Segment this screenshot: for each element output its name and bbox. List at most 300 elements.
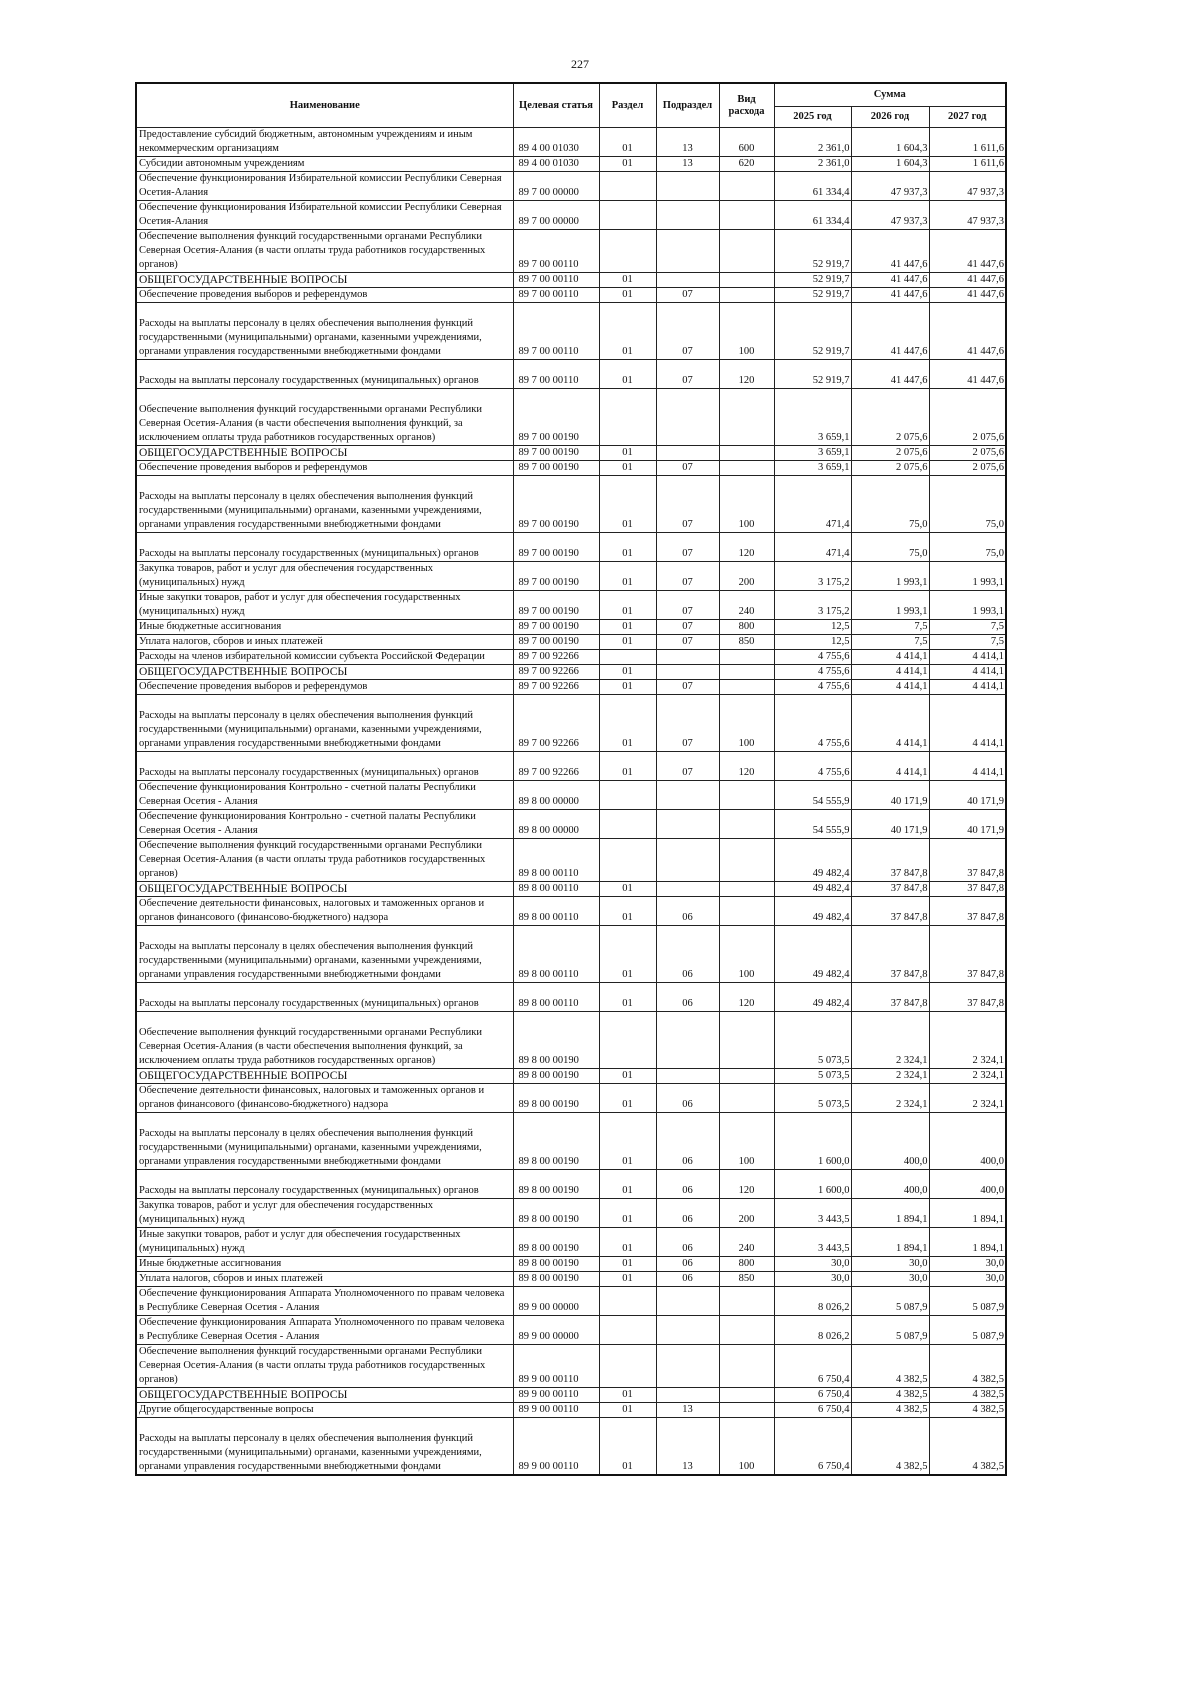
row-target-article: 89 8 00 00190 bbox=[513, 1084, 599, 1113]
row-target-article: 89 4 00 01030 bbox=[513, 157, 599, 172]
row-section: 01 bbox=[599, 461, 656, 476]
table-row bbox=[136, 1287, 1006, 1316]
row-name: Обеспечение функционирования Избирательной комиссии Республики Северная Осетия-Алания bbox=[136, 201, 513, 230]
row-subsection: 06 bbox=[656, 1257, 719, 1272]
row-target-article: 89 7 00 00110 bbox=[513, 273, 599, 288]
row-section: 01 bbox=[599, 562, 656, 591]
row-amount-2026: 2 075,6 bbox=[851, 461, 929, 476]
row-expense-type bbox=[719, 1069, 774, 1084]
header-name: Наименование bbox=[136, 83, 513, 128]
row-name: Другие общегосударственные вопросы bbox=[136, 1403, 513, 1418]
row-expense-type bbox=[719, 897, 774, 926]
row-amount-2026: 5 087,9 bbox=[851, 1287, 929, 1316]
row-expense-type bbox=[719, 288, 774, 303]
row-name: ОБЩЕГОСУДАРСТВЕННЫЕ ВОПРОСЫ bbox=[136, 665, 513, 680]
row-amount-2026: 7,5 bbox=[851, 635, 929, 650]
row-expense-type bbox=[719, 1084, 774, 1113]
table-row bbox=[136, 926, 1006, 983]
row-section: 01 bbox=[599, 446, 656, 461]
row-expense-type bbox=[719, 1012, 774, 1069]
row-amount-2025: 6 750,4 bbox=[774, 1345, 851, 1388]
row-expense-type: 200 bbox=[719, 562, 774, 591]
row-section: 01 bbox=[599, 591, 656, 620]
row-amount-2027: 1 993,1 bbox=[929, 591, 1006, 620]
row-subsection: 07 bbox=[656, 680, 719, 695]
row-expense-type: 100 bbox=[719, 1113, 774, 1170]
row-target-article: 89 7 00 00190 bbox=[513, 562, 599, 591]
table-body bbox=[136, 128, 1006, 1476]
row-expense-type bbox=[719, 1403, 774, 1418]
table-row bbox=[136, 157, 1006, 172]
table-row bbox=[136, 128, 1006, 157]
row-subsection: 07 bbox=[656, 533, 719, 562]
row-section: 01 bbox=[599, 1418, 656, 1476]
row-target-article: 89 7 00 92266 bbox=[513, 695, 599, 752]
row-target-article: 89 7 00 92266 bbox=[513, 680, 599, 695]
table-row bbox=[136, 1084, 1006, 1113]
table-row bbox=[136, 360, 1006, 389]
row-amount-2025: 3 175,2 bbox=[774, 562, 851, 591]
table-row bbox=[136, 273, 1006, 288]
row-section: 01 bbox=[599, 635, 656, 650]
row-name: Уплата налогов, сборов и иных платежей bbox=[136, 1272, 513, 1287]
row-name: Расходы на выплаты персоналу в целях обеспечения выполнения функций государственными (муниципальными) органами, казенными учреждениями, органами управления государственными внебюджетными фондами bbox=[136, 303, 513, 360]
row-amount-2027: 400,0 bbox=[929, 1170, 1006, 1199]
row-amount-2026: 1 993,1 bbox=[851, 562, 929, 591]
row-name: Расходы на выплаты персоналу в целях обеспечения выполнения функций государственными (муниципальными) органами, казенными учреждениями, органами управления государственными внебюджетными фондами bbox=[136, 1418, 513, 1476]
row-amount-2026: 2 324,1 bbox=[851, 1084, 929, 1113]
row-subsection: 06 bbox=[656, 1113, 719, 1170]
table-row bbox=[136, 1228, 1006, 1257]
row-subsection: 06 bbox=[656, 1084, 719, 1113]
row-expense-type: 200 bbox=[719, 1199, 774, 1228]
row-expense-type bbox=[719, 810, 774, 839]
row-target-article: 89 9 00 00000 bbox=[513, 1316, 599, 1345]
row-section: 01 bbox=[599, 620, 656, 635]
row-section bbox=[599, 201, 656, 230]
row-expense-type: 100 bbox=[719, 303, 774, 360]
row-amount-2025: 3 659,1 bbox=[774, 461, 851, 476]
row-amount-2027: 400,0 bbox=[929, 1113, 1006, 1170]
row-subsection: 07 bbox=[656, 288, 719, 303]
row-amount-2026: 1 894,1 bbox=[851, 1199, 929, 1228]
row-section: 01 bbox=[599, 1113, 656, 1170]
row-amount-2026: 41 447,6 bbox=[851, 273, 929, 288]
table-row bbox=[136, 446, 1006, 461]
row-target-article: 89 8 00 00190 bbox=[513, 1069, 599, 1084]
table-row bbox=[136, 635, 1006, 650]
row-section bbox=[599, 650, 656, 665]
row-amount-2027: 1 993,1 bbox=[929, 562, 1006, 591]
row-amount-2025: 6 750,4 bbox=[774, 1418, 851, 1476]
row-amount-2026: 2 075,6 bbox=[851, 446, 929, 461]
row-target-article: 89 7 00 00000 bbox=[513, 172, 599, 201]
table-row bbox=[136, 1257, 1006, 1272]
row-subsection bbox=[656, 882, 719, 897]
row-amount-2026: 2 324,1 bbox=[851, 1069, 929, 1084]
row-amount-2025: 4 755,6 bbox=[774, 680, 851, 695]
row-section bbox=[599, 172, 656, 201]
row-target-article: 89 8 00 00000 bbox=[513, 810, 599, 839]
row-name: Субсидии автономным учреждениям bbox=[136, 157, 513, 172]
table-row bbox=[136, 562, 1006, 591]
table-row bbox=[136, 1170, 1006, 1199]
row-subsection: 07 bbox=[656, 476, 719, 533]
row-target-article: 89 7 00 00000 bbox=[513, 201, 599, 230]
row-amount-2026: 30,0 bbox=[851, 1272, 929, 1287]
row-target-article: 89 9 00 00110 bbox=[513, 1388, 599, 1403]
row-amount-2027: 2 075,6 bbox=[929, 461, 1006, 476]
row-subsection bbox=[656, 781, 719, 810]
row-expense-type bbox=[719, 1388, 774, 1403]
table-row bbox=[136, 476, 1006, 533]
row-name: Обеспечение выполнения функций государственными органами Республики Северная Осетия-Алания (в части оплаты труда работников государственных органов) bbox=[136, 839, 513, 882]
row-name: Расходы на выплаты персоналу государственных (муниципальных) органов bbox=[136, 983, 513, 1012]
row-target-article: 89 4 00 01030 bbox=[513, 128, 599, 157]
header-year-2027: 2027 год bbox=[929, 107, 1006, 128]
row-amount-2025: 54 555,9 bbox=[774, 810, 851, 839]
row-section: 01 bbox=[599, 1084, 656, 1113]
row-subsection: 07 bbox=[656, 591, 719, 620]
row-amount-2027: 4 382,5 bbox=[929, 1403, 1006, 1418]
table-row bbox=[136, 1069, 1006, 1084]
table-row bbox=[136, 897, 1006, 926]
row-amount-2025: 52 919,7 bbox=[774, 288, 851, 303]
row-amount-2026: 4 414,1 bbox=[851, 752, 929, 781]
row-subsection: 06 bbox=[656, 897, 719, 926]
row-section: 01 bbox=[599, 1272, 656, 1287]
row-name: Расходы на членов избирательной комиссии субъекта Российской Федерации bbox=[136, 650, 513, 665]
row-amount-2025: 1 600,0 bbox=[774, 1113, 851, 1170]
row-expense-type bbox=[719, 1287, 774, 1316]
row-amount-2027: 7,5 bbox=[929, 620, 1006, 635]
row-name: ОБЩЕГОСУДАРСТВЕННЫЕ ВОПРОСЫ bbox=[136, 882, 513, 897]
table-row bbox=[136, 650, 1006, 665]
row-amount-2027: 37 847,8 bbox=[929, 897, 1006, 926]
row-amount-2025: 52 919,7 bbox=[774, 273, 851, 288]
row-expense-type: 850 bbox=[719, 1272, 774, 1287]
row-expense-type bbox=[719, 1345, 774, 1388]
table-row bbox=[136, 752, 1006, 781]
row-expense-type bbox=[719, 650, 774, 665]
row-name: Обеспечение проведения выборов и референдумов bbox=[136, 288, 513, 303]
header-row bbox=[136, 83, 1006, 107]
table-row bbox=[136, 230, 1006, 273]
row-amount-2025: 3 443,5 bbox=[774, 1228, 851, 1257]
row-subsection bbox=[656, 230, 719, 273]
row-amount-2026: 4 414,1 bbox=[851, 695, 929, 752]
row-amount-2025: 12,5 bbox=[774, 635, 851, 650]
row-amount-2025: 4 755,6 bbox=[774, 665, 851, 680]
row-name: Обеспечение выполнения функций государственными органами Республики Северная Осетия-Алания (в части оплаты труда работников государственных органов) bbox=[136, 230, 513, 273]
row-name: Обеспечение функционирования Избирательной комиссии Республики Северная Осетия-Алания bbox=[136, 172, 513, 201]
row-amount-2027: 1 611,6 bbox=[929, 128, 1006, 157]
row-amount-2026: 7,5 bbox=[851, 620, 929, 635]
row-amount-2025: 61 334,4 bbox=[774, 172, 851, 201]
row-amount-2027: 4 414,1 bbox=[929, 695, 1006, 752]
row-amount-2027: 1 894,1 bbox=[929, 1228, 1006, 1257]
row-name: Обеспечение выполнения функций государственными органами Республики Северная Осетия-Алания (в части обеспечения выполнения функций, за исключением оплаты труда работников государственных органов) bbox=[136, 1012, 513, 1069]
row-subsection bbox=[656, 1388, 719, 1403]
row-target-article: 89 7 00 00190 bbox=[513, 446, 599, 461]
row-section: 01 bbox=[599, 1257, 656, 1272]
row-expense-type: 120 bbox=[719, 752, 774, 781]
row-amount-2026: 75,0 bbox=[851, 476, 929, 533]
row-amount-2026: 37 847,8 bbox=[851, 897, 929, 926]
row-name: ОБЩЕГОСУДАРСТВЕННЫЕ ВОПРОСЫ bbox=[136, 1069, 513, 1084]
table-header bbox=[136, 83, 1006, 128]
row-target-article: 89 8 00 00110 bbox=[513, 882, 599, 897]
table-row bbox=[136, 1418, 1006, 1476]
row-amount-2027: 2 075,6 bbox=[929, 446, 1006, 461]
row-name: Закупка товаров, работ и услуг для обеспечения государственных (муниципальных) нужд bbox=[136, 562, 513, 591]
row-subsection bbox=[656, 1345, 719, 1388]
row-section: 01 bbox=[599, 288, 656, 303]
row-target-article: 89 8 00 00110 bbox=[513, 839, 599, 882]
row-amount-2025: 3 659,1 bbox=[774, 446, 851, 461]
row-subsection: 06 bbox=[656, 1170, 719, 1199]
row-target-article: 89 7 00 00190 bbox=[513, 635, 599, 650]
row-amount-2027: 40 171,9 bbox=[929, 810, 1006, 839]
row-subsection bbox=[656, 1316, 719, 1345]
table-row bbox=[136, 1012, 1006, 1069]
header-year-2025: 2025 год bbox=[774, 107, 851, 128]
row-name: Иные бюджетные ассигнования bbox=[136, 1257, 513, 1272]
row-target-article: 89 7 00 00110 bbox=[513, 288, 599, 303]
row-amount-2026: 400,0 bbox=[851, 1170, 929, 1199]
row-amount-2026: 4 382,5 bbox=[851, 1345, 929, 1388]
header-subsection: Подраздел bbox=[656, 83, 719, 128]
row-section: 01 bbox=[599, 897, 656, 926]
row-expense-type bbox=[719, 461, 774, 476]
row-amount-2027: 5 087,9 bbox=[929, 1287, 1006, 1316]
row-amount-2025: 8 026,2 bbox=[774, 1287, 851, 1316]
table-row bbox=[136, 1403, 1006, 1418]
row-subsection bbox=[656, 650, 719, 665]
row-amount-2027: 41 447,6 bbox=[929, 303, 1006, 360]
row-section: 01 bbox=[599, 1228, 656, 1257]
row-amount-2025: 49 482,4 bbox=[774, 882, 851, 897]
row-amount-2027: 75,0 bbox=[929, 476, 1006, 533]
row-section: 01 bbox=[599, 360, 656, 389]
row-name: Уплата налогов, сборов и иных платежей bbox=[136, 635, 513, 650]
row-amount-2026: 37 847,8 bbox=[851, 839, 929, 882]
row-amount-2026: 1 604,3 bbox=[851, 128, 929, 157]
header-expense-type: Вид расхода bbox=[719, 83, 774, 128]
row-subsection: 06 bbox=[656, 1272, 719, 1287]
row-amount-2025: 6 750,4 bbox=[774, 1403, 851, 1418]
row-section: 01 bbox=[599, 128, 656, 157]
row-target-article: 89 8 00 00190 bbox=[513, 1170, 599, 1199]
header-section: Раздел bbox=[599, 83, 656, 128]
row-amount-2026: 4 382,5 bbox=[851, 1388, 929, 1403]
row-target-article: 89 8 00 00110 bbox=[513, 926, 599, 983]
row-amount-2025: 4 755,6 bbox=[774, 695, 851, 752]
row-target-article: 89 8 00 00190 bbox=[513, 1228, 599, 1257]
row-target-article: 89 7 00 00190 bbox=[513, 591, 599, 620]
row-target-article: 89 7 00 92266 bbox=[513, 665, 599, 680]
row-amount-2027: 1 611,6 bbox=[929, 157, 1006, 172]
row-section: 01 bbox=[599, 1388, 656, 1403]
row-name: Расходы на выплаты персоналу государственных (муниципальных) органов bbox=[136, 752, 513, 781]
row-subsection: 13 bbox=[656, 1418, 719, 1476]
table-row bbox=[136, 983, 1006, 1012]
row-expense-type: 240 bbox=[719, 591, 774, 620]
row-name: Обеспечение деятельности финансовых, налоговых и таможенных органов и органов финансового (финансово-бюджетного) надзора bbox=[136, 1084, 513, 1113]
row-name: Расходы на выплаты персоналу в целях обеспечения выполнения функций государственными (муниципальными) органами, казенными учреждениями, органами управления государственными внебюджетными фондами bbox=[136, 695, 513, 752]
row-amount-2027: 4 414,1 bbox=[929, 752, 1006, 781]
row-name: ОБЩЕГОСУДАРСТВЕННЫЕ ВОПРОСЫ bbox=[136, 1388, 513, 1403]
row-target-article: 89 8 00 00190 bbox=[513, 1257, 599, 1272]
row-amount-2027: 47 937,3 bbox=[929, 201, 1006, 230]
table-row bbox=[136, 1113, 1006, 1170]
row-expense-type bbox=[719, 446, 774, 461]
table-row bbox=[136, 665, 1006, 680]
table-row bbox=[136, 882, 1006, 897]
row-subsection: 06 bbox=[656, 926, 719, 983]
row-target-article: 89 8 00 00190 bbox=[513, 1012, 599, 1069]
row-expense-type bbox=[719, 781, 774, 810]
row-amount-2026: 75,0 bbox=[851, 533, 929, 562]
row-section: 01 bbox=[599, 273, 656, 288]
row-amount-2027: 41 447,6 bbox=[929, 230, 1006, 273]
row-target-article: 89 7 00 00190 bbox=[513, 533, 599, 562]
row-amount-2027: 30,0 bbox=[929, 1257, 1006, 1272]
row-subsection bbox=[656, 273, 719, 288]
row-target-article: 89 9 00 00110 bbox=[513, 1345, 599, 1388]
row-amount-2025: 52 919,7 bbox=[774, 303, 851, 360]
row-expense-type bbox=[719, 680, 774, 695]
row-amount-2026: 4 414,1 bbox=[851, 680, 929, 695]
row-section: 01 bbox=[599, 157, 656, 172]
row-amount-2025: 30,0 bbox=[774, 1257, 851, 1272]
row-target-article: 89 7 00 00110 bbox=[513, 303, 599, 360]
table-row bbox=[136, 1388, 1006, 1403]
row-name: Расходы на выплаты персоналу государственных (муниципальных) органов bbox=[136, 1170, 513, 1199]
row-expense-type: 620 bbox=[719, 157, 774, 172]
budget-table bbox=[135, 82, 1007, 1476]
row-target-article: 89 7 00 00110 bbox=[513, 360, 599, 389]
row-amount-2027: 2 324,1 bbox=[929, 1084, 1006, 1113]
row-amount-2026: 37 847,8 bbox=[851, 983, 929, 1012]
row-subsection bbox=[656, 446, 719, 461]
row-amount-2027: 4 414,1 bbox=[929, 665, 1006, 680]
row-target-article: 89 7 00 00110 bbox=[513, 230, 599, 273]
row-amount-2026: 47 937,3 bbox=[851, 201, 929, 230]
table-row bbox=[136, 620, 1006, 635]
row-name: Закупка товаров, работ и услуг для обеспечения государственных (муниципальных) нужд bbox=[136, 1199, 513, 1228]
row-name: Обеспечение функционирования Аппарата Уполномоченного по правам человека в Республике Северная Осетия - Алания bbox=[136, 1287, 513, 1316]
row-expense-type: 240 bbox=[719, 1228, 774, 1257]
row-name: Иные закупки товаров, работ и услуг для обеспечения государственных (муниципальных) нужд bbox=[136, 1228, 513, 1257]
row-subsection: 07 bbox=[656, 360, 719, 389]
row-amount-2026: 2 324,1 bbox=[851, 1012, 929, 1069]
row-amount-2025: 49 482,4 bbox=[774, 839, 851, 882]
row-amount-2027: 37 847,8 bbox=[929, 926, 1006, 983]
row-target-article: 89 8 00 00190 bbox=[513, 1199, 599, 1228]
row-amount-2027: 4 382,5 bbox=[929, 1418, 1006, 1476]
row-amount-2027: 37 847,8 bbox=[929, 983, 1006, 1012]
row-expense-type bbox=[719, 273, 774, 288]
row-amount-2027: 2 075,6 bbox=[929, 389, 1006, 446]
row-expense-type bbox=[719, 389, 774, 446]
row-target-article: 89 7 00 00190 bbox=[513, 389, 599, 446]
row-amount-2026: 40 171,9 bbox=[851, 810, 929, 839]
row-section: 01 bbox=[599, 476, 656, 533]
row-section bbox=[599, 230, 656, 273]
row-name: Предоставление субсидий бюджетным, автономным учреждениям и иным некоммерческим организациям bbox=[136, 128, 513, 157]
row-amount-2027: 40 171,9 bbox=[929, 781, 1006, 810]
row-amount-2027: 41 447,6 bbox=[929, 360, 1006, 389]
row-amount-2025: 3 659,1 bbox=[774, 389, 851, 446]
row-subsection: 07 bbox=[656, 303, 719, 360]
table-row bbox=[136, 1272, 1006, 1287]
row-subsection bbox=[656, 1012, 719, 1069]
row-expense-type bbox=[719, 882, 774, 897]
header-target-article: Целевая статья bbox=[513, 83, 599, 128]
row-name: Обеспечение выполнения функций государственными органами Республики Северная Осетия-Алания (в части обеспечения выполнения функций, за исключением оплаты труда работников государственных органов) bbox=[136, 389, 513, 446]
row-amount-2026: 1 894,1 bbox=[851, 1228, 929, 1257]
row-expense-type: 120 bbox=[719, 360, 774, 389]
row-section: 01 bbox=[599, 680, 656, 695]
row-target-article: 89 7 00 92266 bbox=[513, 752, 599, 781]
row-amount-2027: 41 447,6 bbox=[929, 273, 1006, 288]
table-row bbox=[136, 303, 1006, 360]
table-row bbox=[136, 389, 1006, 446]
row-section: 01 bbox=[599, 752, 656, 781]
row-subsection bbox=[656, 201, 719, 230]
row-amount-2025: 3 443,5 bbox=[774, 1199, 851, 1228]
row-amount-2026: 5 087,9 bbox=[851, 1316, 929, 1345]
row-section: 01 bbox=[599, 533, 656, 562]
row-amount-2026: 4 414,1 bbox=[851, 650, 929, 665]
row-amount-2025: 3 175,2 bbox=[774, 591, 851, 620]
row-amount-2025: 5 073,5 bbox=[774, 1084, 851, 1113]
row-subsection bbox=[656, 1287, 719, 1316]
row-amount-2026: 41 447,6 bbox=[851, 230, 929, 273]
row-name: Расходы на выплаты персоналу в целях обеспечения выполнения функций государственными (муниципальными) органами, казенными учреждениями, органами управления государственными внебюджетными фондами bbox=[136, 476, 513, 533]
row-section: 01 bbox=[599, 695, 656, 752]
row-amount-2025: 30,0 bbox=[774, 1272, 851, 1287]
row-amount-2025: 2 361,0 bbox=[774, 157, 851, 172]
row-subsection: 07 bbox=[656, 635, 719, 650]
row-section: 01 bbox=[599, 1199, 656, 1228]
row-name: ОБЩЕГОСУДАРСТВЕННЫЕ ВОПРОСЫ bbox=[136, 273, 513, 288]
row-amount-2026: 41 447,6 bbox=[851, 360, 929, 389]
table-row bbox=[136, 1316, 1006, 1345]
row-subsection: 07 bbox=[656, 695, 719, 752]
row-amount-2025: 49 482,4 bbox=[774, 983, 851, 1012]
row-subsection bbox=[656, 389, 719, 446]
table-row bbox=[136, 680, 1006, 695]
row-amount-2025: 5 073,5 bbox=[774, 1069, 851, 1084]
row-section: 01 bbox=[599, 882, 656, 897]
row-target-article: 89 9 00 00000 bbox=[513, 1287, 599, 1316]
row-expense-type: 100 bbox=[719, 476, 774, 533]
row-expense-type: 100 bbox=[719, 695, 774, 752]
row-target-article: 89 8 00 00110 bbox=[513, 897, 599, 926]
row-amount-2027: 4 414,1 bbox=[929, 650, 1006, 665]
row-name: Иные закупки товаров, работ и услуг для обеспечения государственных (муниципальных) нужд bbox=[136, 591, 513, 620]
row-section: 01 bbox=[599, 1403, 656, 1418]
row-expense-type: 800 bbox=[719, 620, 774, 635]
header-amount: Сумма bbox=[774, 83, 1006, 107]
row-amount-2026: 41 447,6 bbox=[851, 303, 929, 360]
row-amount-2026: 400,0 bbox=[851, 1113, 929, 1170]
row-subsection bbox=[656, 665, 719, 680]
table-row bbox=[136, 781, 1006, 810]
table-row bbox=[136, 533, 1006, 562]
